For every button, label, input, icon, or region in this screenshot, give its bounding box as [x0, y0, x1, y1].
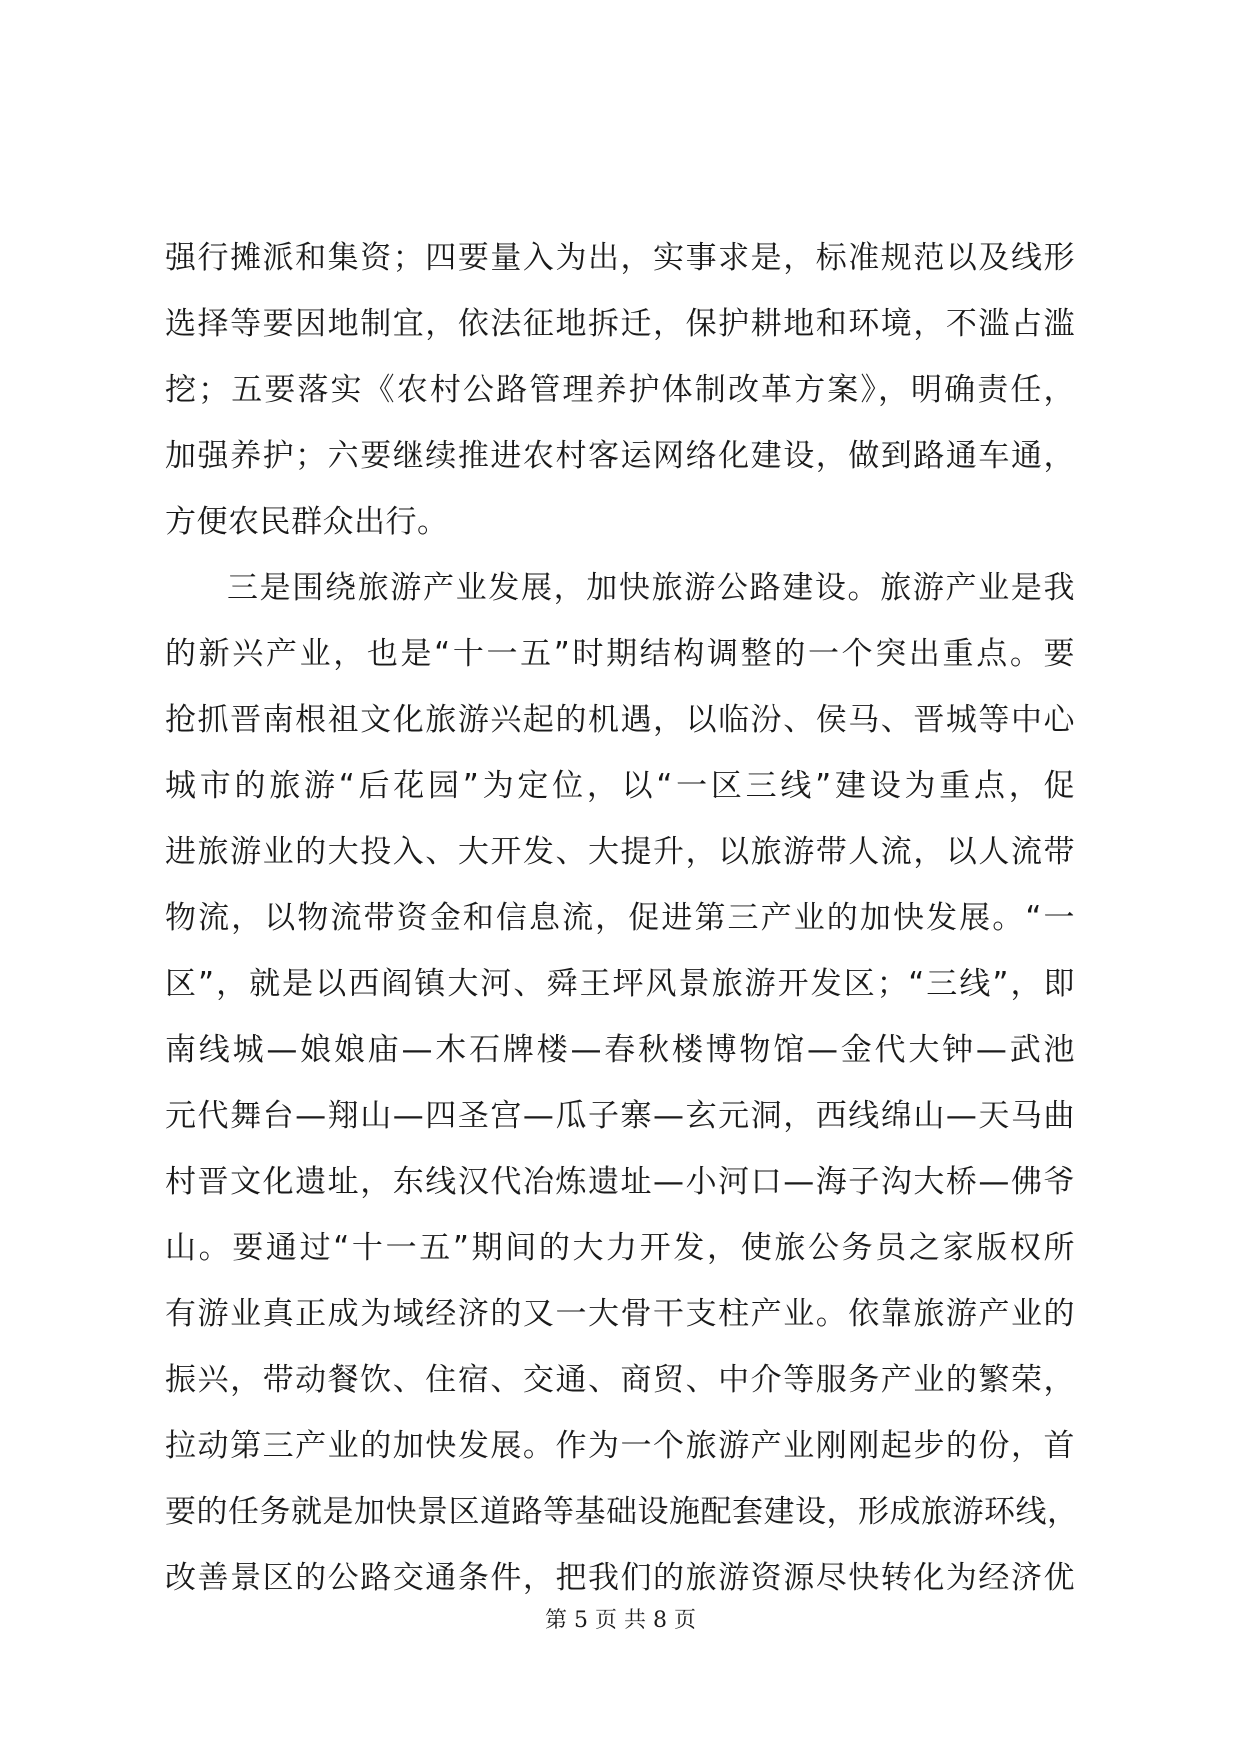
text-line: 拉动第三产业的加快发展。作为一个旅游产业刚刚起步的份，首 — [165, 1428, 1075, 1464]
text-line: 城市的旅游“后花园”为定位，以“一区三线”建设为重点，促 — [165, 768, 1075, 804]
text-line: 村晋文化遗址，东线汉代冶炼遗址—小河口—海子沟大桥—佛爷 — [165, 1164, 1075, 1200]
text-line: 加强养护；六要继续推进农村客运网络化建设，做到路通车通， — [165, 438, 1075, 474]
text-line: 方便农民群众出行。 — [165, 504, 449, 540]
text-line: 选择等要因地制宜，依法征地拆迁，保护耕地和环境，不滥占滥 — [165, 306, 1075, 342]
text-line: 振兴，带动餐饮、住宿、交通、商贸、中介等服务产业的繁荣， — [165, 1362, 1075, 1398]
text-line: 区”，就是以西阎镇大河、舜王坪风景旅游开发区；“三线”，即 — [165, 966, 1075, 1002]
text-line: 抢抓晋南根祖文化旅游兴起的机遇，以临汾、侯马、晋城等中心 — [165, 702, 1075, 738]
text-line: 物流，以物流带资金和信息流，促进第三产业的加快发展。“一 — [165, 900, 1075, 936]
text-line: 进旅游业的大投入、大开发、大提升，以旅游带人流，以人流带 — [165, 834, 1075, 870]
paragraph-1 — [165, 225, 1075, 555]
document-body — [165, 225, 1079, 1611]
text-line: 强行摊派和集资；四要量入为出，实事求是，标准规范以及线形 — [165, 240, 1075, 276]
text-line: 挖；五要落实《农村公路管理养护体制改革方案》，明确责任， — [165, 372, 1075, 408]
text-line: 要的任务就是加快景区道路等基础设施配套建设，形成旅游环线， — [165, 1494, 1079, 1530]
text-line: 元代舞台—翔山—四圣宫—瓜子寨—玄元洞，西线绵山—天马曲 — [165, 1098, 1075, 1134]
text-line: 三是围绕旅游产业发展，加快旅游公路建设。旅游产业是我 — [227, 570, 1075, 606]
page-number-footer: 第 5 页 共 8 页 — [545, 1608, 696, 1633]
text-line: 改善景区的公路交通条件，把我们的旅游资源尽快转化为经济优 — [165, 1560, 1075, 1596]
text-line: 有游业真正成为域经济的又一大骨干支柱产业。依靠旅游产业的 — [165, 1296, 1075, 1332]
text-line: 的新兴产业，也是“十一五”时期结构调整的一个突出重点。要 — [165, 636, 1075, 672]
paragraph-2 — [165, 555, 1079, 1611]
text-line: 山。要通过“十一五”期间的大力开发，使旅公务员之家版权所 — [165, 1230, 1075, 1266]
text-line: 南线城—娘娘庙—木石牌楼—春秋楼博物馆—金代大钟—武池 — [165, 1032, 1075, 1068]
